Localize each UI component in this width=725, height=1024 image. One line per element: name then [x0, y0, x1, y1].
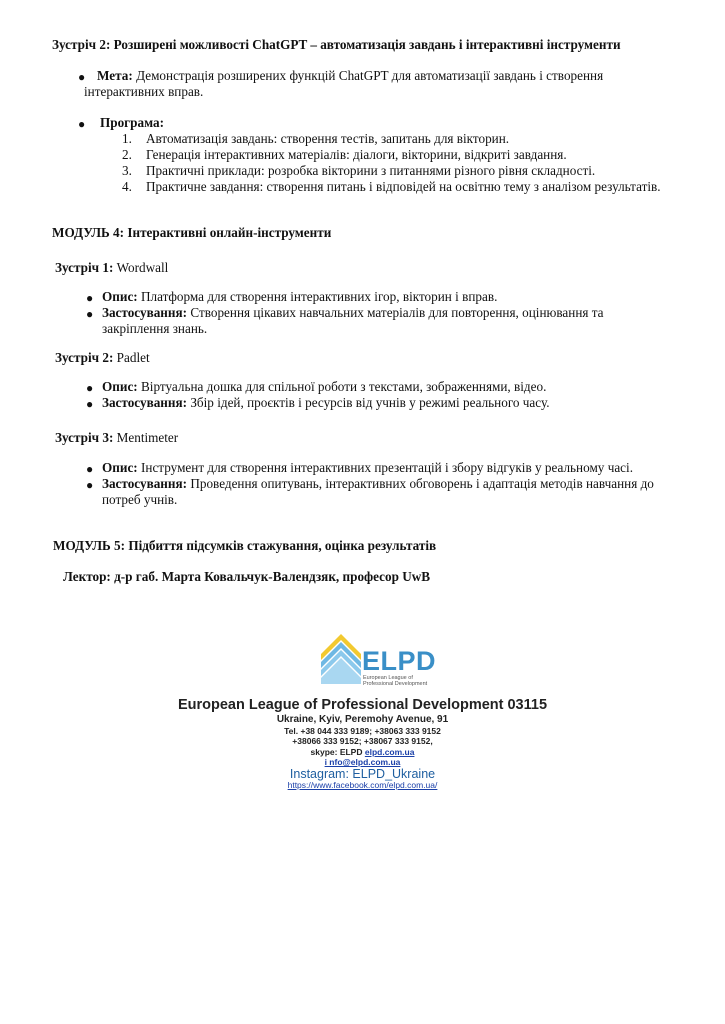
- footer-email: [0, 758, 725, 767]
- bullet-icon: ●: [86, 381, 94, 395]
- m4-meeting1-desc: Опис: Платформа для створення інтерактивних ігор, вікторин і вправ.: [102, 289, 498, 304]
- program-item-text: Автоматизація завдань: створення тестів, запитань для вікторин.: [146, 131, 510, 146]
- bullet-icon: ●: [78, 117, 86, 131]
- program-label: Програма:: [100, 115, 164, 130]
- bullet-icon: ●: [78, 70, 86, 84]
- meeting2-heading: Зустріч 2: Розширені можливості ChatGPT – автоматизація завдань і інтерактивні інструменти: [52, 37, 621, 52]
- footer-facebook: [0, 781, 725, 790]
- m4-meeting1-title: Зустріч 1: Wordwall: [55, 260, 169, 275]
- program-item-text: Практичне завдання: створення питань і відповідей на освітню тему з аналізом результатів.: [146, 179, 661, 194]
- program-item: 4.: [122, 179, 132, 194]
- footer-address: Ukraine, Kyiv, Peremohy Avenue, 91: [276, 713, 449, 725]
- elpd-logo: [318, 632, 437, 692]
- program-item-text: Генерація інтерактивних матеріалів: діалоги, вікторини, відкриті завдання.: [146, 147, 567, 162]
- footer-skype: skype: ELPD elpd.com.ua: [310, 746, 415, 757]
- m4-meeting1-use: Застосування: Створення цікавих навчальних матеріалів для повторення, оцінювання та: [102, 305, 604, 320]
- program-item: 3.: [122, 163, 132, 178]
- goal-text-cont: інтерактивних вправ.: [84, 84, 204, 99]
- lecturer: Лектор: д-р габ. Марта Ковальчук-Валендзяк, професор UwB: [63, 569, 431, 584]
- logo-subtitle: European League of Professional Development: [363, 675, 428, 687]
- m4-meeting1-use-cont: закріплення знань.: [102, 321, 208, 336]
- m4-meeting3-title: Зустріч 3: Mentimeter: [55, 430, 179, 445]
- bullet-icon: ●: [86, 462, 94, 476]
- goal-line: [97, 68, 603, 84]
- footer-tel1: Tel. +38 044 333 9189; +38063 333 9152: [284, 725, 441, 736]
- house-chevron-icon: [318, 632, 364, 686]
- logo-acronym: ELPD: [362, 646, 437, 676]
- module4-heading: МОДУЛЬ 4: Інтерактивні онлайн-інструменти: [52, 225, 332, 240]
- bullet-icon: ●: [86, 478, 94, 492]
- website-link[interactable]: elpd.com.ua: [364, 746, 415, 757]
- goal-label: Мета:: [97, 68, 133, 83]
- email-link[interactable]: i nfo@elpd.com.ua: [324, 757, 401, 767]
- footer-org: European League of Professional Development 03115: [177, 697, 548, 713]
- program-item: 2.: [122, 147, 132, 162]
- m4-meeting2-desc: Опис: Віртуальна дошка для спільної роботи з текстами, зображеннями, відео.: [102, 379, 547, 394]
- program-item: 1.: [122, 131, 132, 146]
- module5-heading: МОДУЛЬ 5: Підбиття підсумків стажування, оцінка результатів: [53, 538, 437, 553]
- footer-instagram: Instagram: ELPD_Ukraine: [289, 766, 436, 781]
- m4-meeting3-use-cont: потреб учнів.: [102, 492, 178, 507]
- facebook-link[interactable]: https://www.facebook.com/elpd.com.ua/: [287, 780, 438, 790]
- m4-meeting3-desc: Опис: Інструмент для створення інтерактивних презентацій і збору відгуків у реальному часі.: [102, 460, 633, 475]
- bullet-icon: ●: [86, 291, 94, 305]
- footer-tel2: +38066 333 9152; +38067 333 9152,: [292, 736, 433, 746]
- m4-meeting2-use: Застосування: Збір ідей, проєктів і ресурсів від учнів у режимі реального часу.: [102, 395, 550, 410]
- goal-text: Демонстрація розширених функцій ChatGPT для автоматизації завдань і створення: [132, 68, 604, 83]
- program-item-text: Практичні приклади: розробка вікторини з питаннями різного рівня складності.: [146, 163, 596, 178]
- m4-meeting2-title: Зустріч 2: Padlet: [55, 350, 150, 365]
- bullet-icon: ●: [86, 397, 94, 411]
- m4-meeting3-use: Застосування: Проведення опитувань, інтерактивних обговорень і адаптація методів навчання до: [102, 476, 654, 491]
- footer: [0, 698, 725, 790]
- bullet-icon: ●: [86, 307, 94, 321]
